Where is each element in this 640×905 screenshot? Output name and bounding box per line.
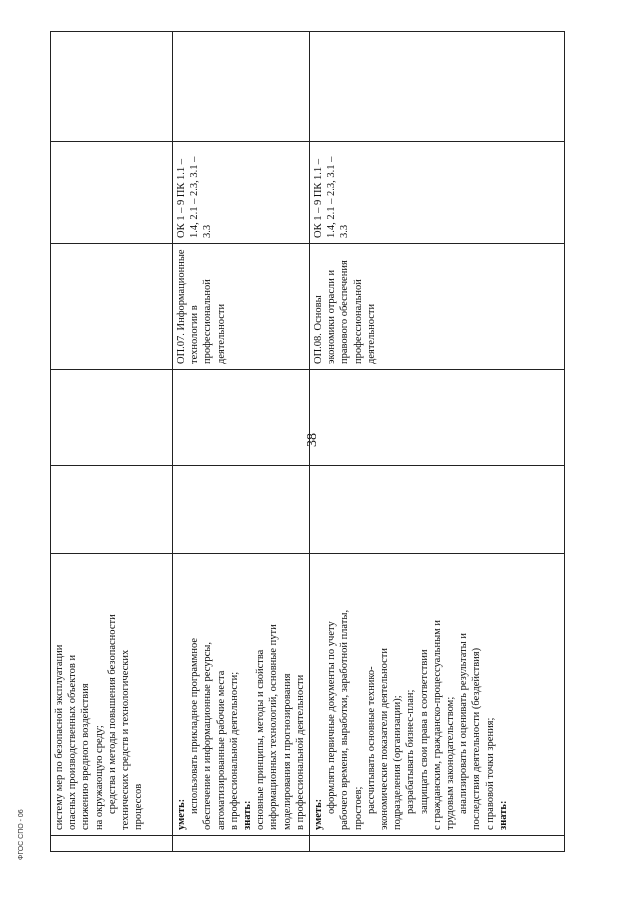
description-line: оформлять первичные документы по учету	[326, 621, 338, 814]
competencies-cell	[51, 142, 173, 244]
description-line: экономические показатели деятельности	[379, 648, 391, 830]
section-heading: знать:	[242, 800, 254, 830]
discipline-cell: ОП.07. Информационные технологии в профессиональной деятельности	[173, 244, 310, 370]
empty-cell	[173, 836, 310, 852]
section-heading: уметь:	[313, 798, 325, 830]
description-line: опасных производственных объектов и	[67, 654, 79, 830]
skills-description-cell	[310, 554, 565, 836]
table-row	[173, 32, 310, 852]
description-line: на окружающую среду;	[93, 725, 105, 830]
description-line: рассчитывать основные технико-	[365, 666, 377, 814]
discipline-cell: ОП.08. Основы экономики отрасли и правового обеспечения профессиональной деятельности	[310, 244, 565, 370]
description-line: в профессиональной деятельности;	[228, 671, 240, 830]
hours-cell	[51, 370, 173, 466]
description-line: снижению вредного воздействия	[80, 683, 92, 830]
hours-cell	[173, 466, 310, 554]
description-line: технических средств и технологических	[120, 649, 132, 830]
skills-description-cell	[173, 554, 310, 836]
empty-cell	[173, 32, 310, 142]
description-line: информационных технологий, основные пути	[268, 624, 280, 830]
hours-cell	[310, 466, 565, 554]
hours-cell	[310, 370, 565, 466]
hours-cell	[173, 370, 310, 466]
description-line: анализировать и оценивать результаты и	[458, 633, 470, 814]
description-line: с правовой точки зрения;	[484, 717, 496, 830]
description-line: простоев;	[352, 786, 364, 830]
empty-cell	[310, 32, 565, 142]
discipline-cell	[51, 244, 173, 370]
empty-cell	[310, 836, 565, 852]
empty-cell	[51, 32, 173, 142]
empty-cell	[51, 836, 173, 852]
hours-cell	[51, 466, 173, 554]
description-line: рабочего времени, выработки, заработной платы,	[339, 609, 351, 830]
description-line: подразделения (организации);	[392, 695, 404, 830]
description-line: процессов	[133, 783, 145, 830]
description-line: систему мер по безопасной эксплуатации	[54, 644, 65, 830]
rotated-table-container	[50, 32, 560, 852]
table-row	[310, 32, 565, 852]
description-line: автоматизированные рабочие места	[215, 670, 227, 830]
description-line: разрабатывать бизнес-план;	[405, 689, 417, 814]
description-line: основные принципы, методы и свойства	[255, 649, 267, 830]
description-line: последствия деятельности (бездействия)	[471, 647, 483, 830]
curriculum-table	[50, 31, 565, 852]
page-number: 38	[305, 433, 320, 447]
competencies-cell: ОК 1 – 9 ПК 1.1 – 1.4, 2.1 – 2.3, 3.1 – 3.3	[173, 142, 310, 244]
description-line: моделирования и прогнозирования	[281, 673, 293, 830]
description-line: средства и методы повышения безопасности	[106, 614, 118, 814]
section-heading: знать:	[497, 800, 509, 830]
skills-description-cell	[51, 554, 173, 836]
competencies-cell: ОК 1 – 9 ПК 1.1 – 1.4, 2.1 – 2.3, 3.1 – 3.3	[310, 142, 565, 244]
table-row	[51, 32, 173, 852]
section-heading: уметь:	[176, 798, 187, 830]
footer-stamp: ФГОС СПО - 06	[18, 809, 25, 860]
description-line: с гражданским, гражданско-процессуальным и	[431, 619, 443, 830]
description-line: в профессиональной деятельности	[294, 674, 306, 830]
description-line: обеспечение и информационные ресурсы,	[202, 642, 214, 830]
description-line: использовать прикладное программное	[189, 638, 201, 814]
description-line: защищать свои права в соответствии	[418, 649, 430, 814]
description-line: трудовым законодательством;	[445, 696, 457, 830]
